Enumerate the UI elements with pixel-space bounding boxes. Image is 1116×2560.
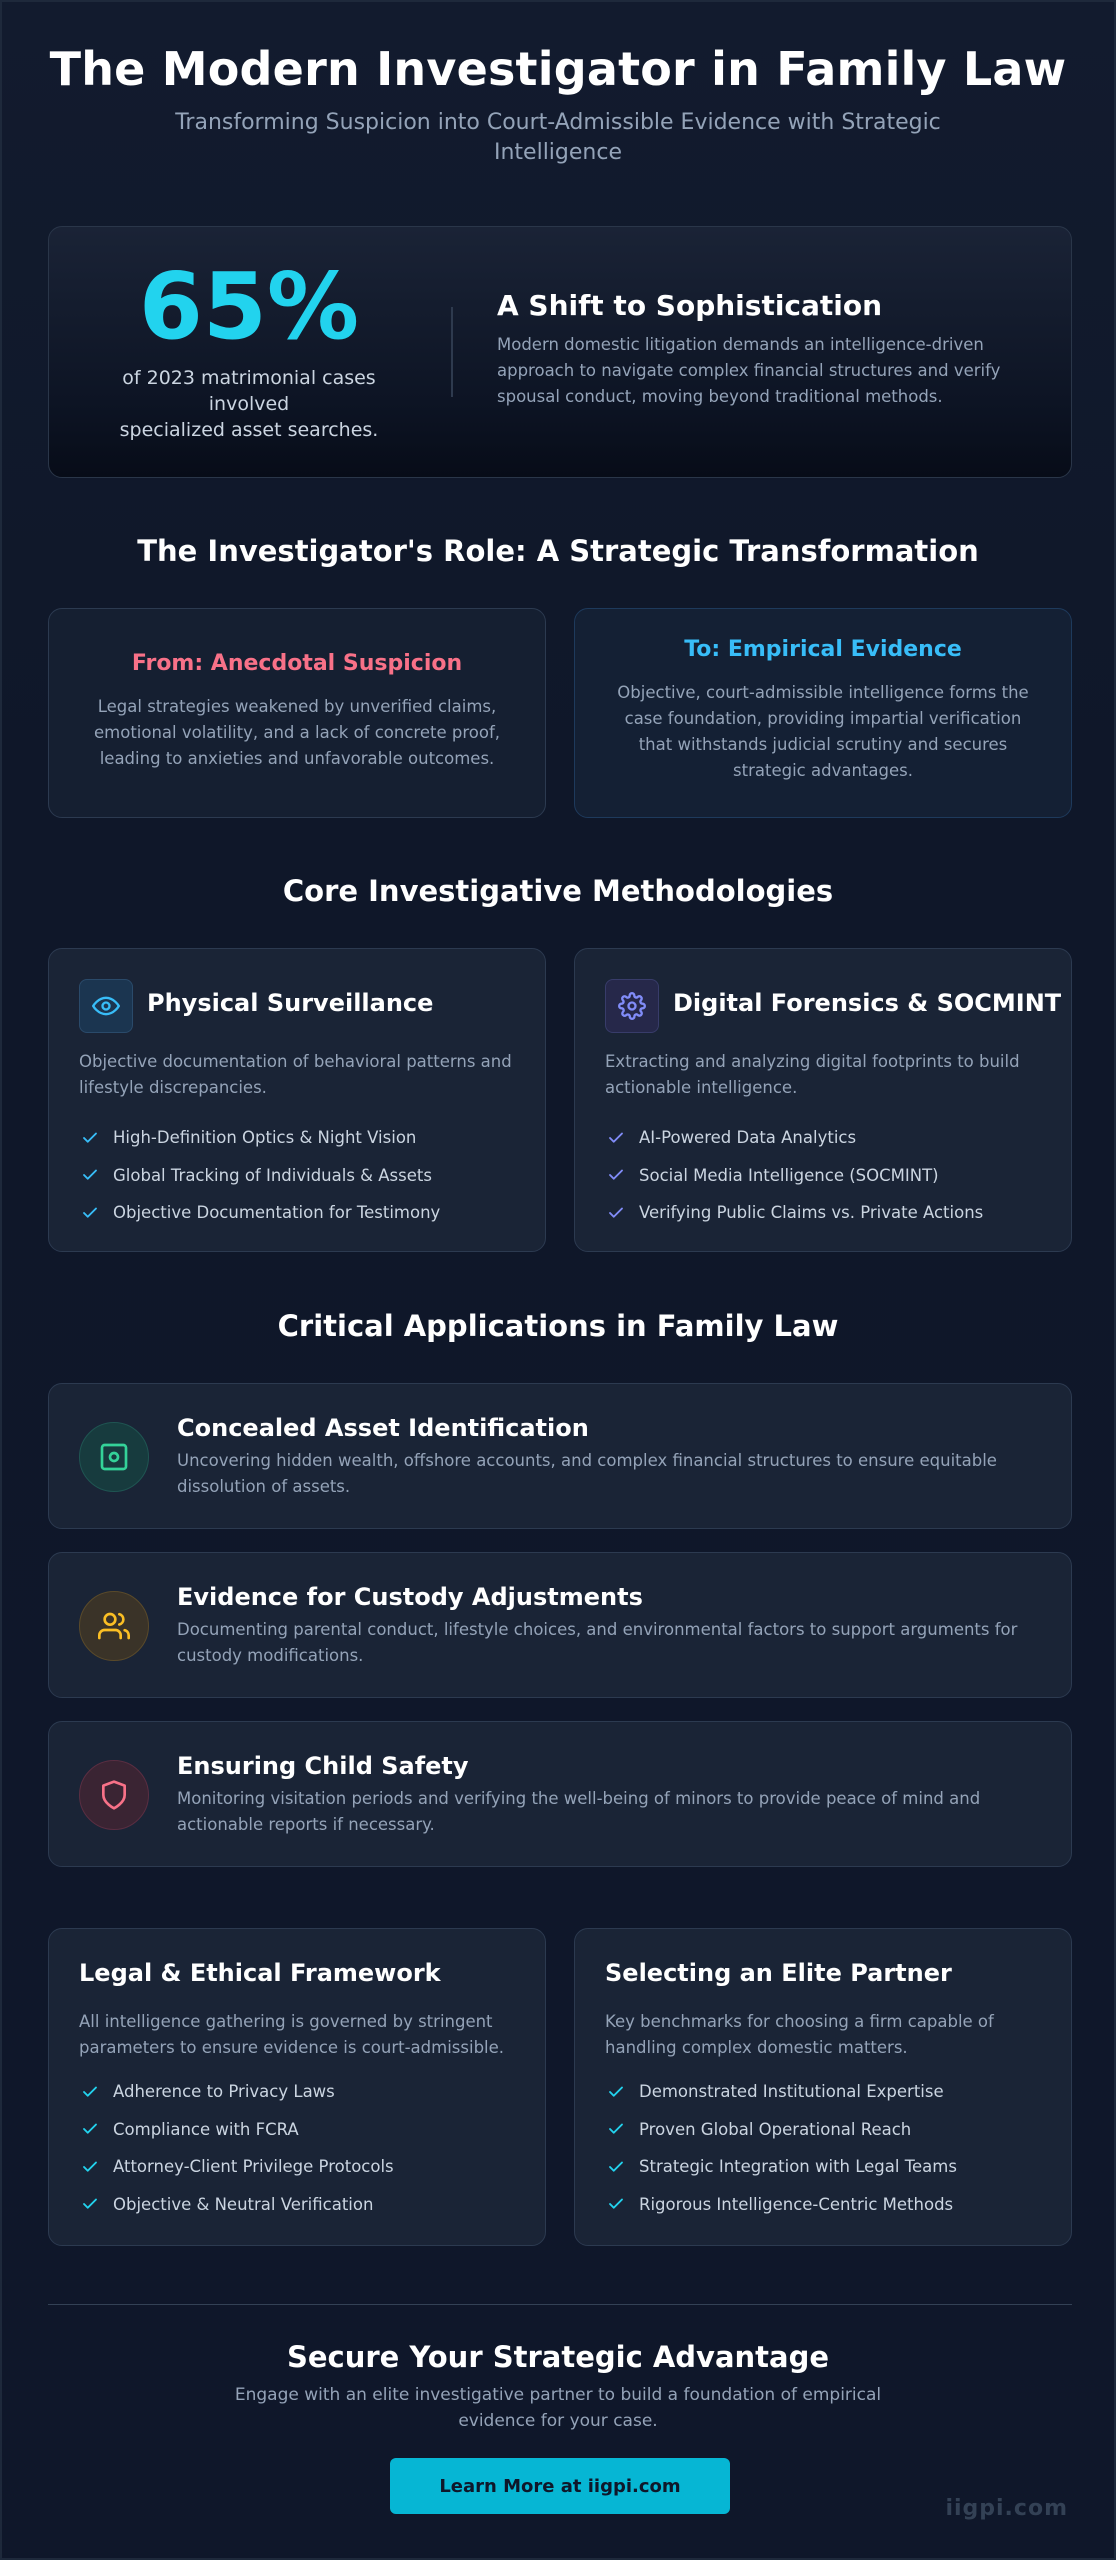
from-text: Legal strategies weakened by unverified claims, emotional volatility, and a lack of concrete proof, leading to anxieties and unfavorable outcomes. (94, 697, 500, 768)
framework-title: Legal & Ethical Framework (79, 1959, 441, 1987)
method-points (605, 1119, 983, 1232)
application-card-custody (48, 1552, 1072, 1698)
cta-title: Secure Your Strategic Advantage (286, 2340, 830, 2374)
learn-more-button[interactable]: Learn More at iigpi.com (390, 2458, 730, 2514)
framework-points (79, 2073, 394, 2223)
method-points (79, 1119, 440, 1232)
stat-caption-line2: specialized asset searches. (119, 419, 379, 441)
method-point: Social Media Intelligence (SOCMINT) (605, 1157, 983, 1195)
partner-points (605, 2073, 957, 2223)
method-title: Physical Surveillance (147, 989, 434, 1017)
page-subtitle: Transforming Suspicion into Court-Admissible Evidence with Strategic Intelligence (175, 110, 941, 165)
stat-caption (89, 365, 409, 443)
page-title: The Modern Investigator in Family Law (49, 42, 1067, 96)
check-icon (605, 2156, 627, 2178)
check-icon (79, 2156, 101, 2178)
check-icon (605, 1164, 627, 1186)
safe-icon (79, 1422, 149, 1492)
check-icon (605, 1202, 627, 1224)
check-icon (79, 1164, 101, 1186)
check-icon (79, 1127, 101, 1149)
framework-point: Attorney-Client Privilege Protocols (79, 2148, 394, 2186)
gear-icon (605, 979, 659, 1033)
check-icon (79, 2118, 101, 2140)
application-desc: Documenting parental conduct, lifestyle choices, and environmental factors to support arguments for custody modifications. (177, 1620, 1018, 1665)
application-title: Ensuring Child Safety (177, 1752, 469, 1780)
method-point: Global Tracking of Individuals & Assets (79, 1157, 440, 1195)
method-point: High-Definition Optics & Night Vision (79, 1119, 440, 1157)
to-title: To: Empirical Evidence (684, 637, 962, 662)
shield-icon (79, 1760, 149, 1830)
stat-card (48, 226, 1072, 478)
to-card (574, 608, 1072, 818)
framework-point: Compliance with FCRA (79, 2111, 394, 2149)
framework-card (48, 1928, 546, 2246)
from-card (48, 608, 546, 818)
stat-description (497, 289, 1027, 410)
method-point: AI-Powered Data Analytics (605, 1119, 983, 1157)
partner-desc: Key benchmarks for choosing a firm capable of handling complex domestic matters. (605, 2012, 994, 2057)
applications-section-title: Critical Applications in Family Law (277, 1309, 839, 1343)
method-desc: Objective documentation of behavioral patterns and lifestyle discrepancies. (79, 1052, 512, 1097)
framework-point: Adherence to Privacy Laws (79, 2073, 394, 2111)
method-title: Digital Forensics & SOCMINT (673, 989, 1062, 1017)
to-text: Objective, court-admissible intelligence forms the case foundation, providing impartial verification that withstands judicial scrutiny and secures strategic advantages. (617, 683, 1029, 780)
framework-desc: All intelligence gathering is governed by stringent parameters to ensure evidence is court-admissible. (79, 2012, 505, 2057)
divider (48, 2304, 1072, 2305)
partner-point: Proven Global Operational Reach (605, 2111, 957, 2149)
eye-icon (79, 979, 133, 1033)
application-card-child-safety (48, 1721, 1072, 1867)
page-header (2, 2, 1114, 168)
watermark: iigpi.com (945, 2496, 1068, 2521)
partner-point: Strategic Integration with Legal Teams (605, 2148, 957, 2186)
cta-text: Engage with an elite investigative partner to build a foundation of empirical evidence for your case. (234, 2385, 882, 2431)
stat-heading: A Shift to Sophistication (497, 289, 883, 322)
users-icon (79, 1591, 149, 1661)
method-point: Verifying Public Claims vs. Private Actions (605, 1194, 983, 1232)
check-icon (79, 2081, 101, 2103)
application-title: Evidence for Custody Adjustments (177, 1583, 643, 1611)
partner-point: Demonstrated Institutional Expertise (605, 2073, 957, 2111)
framework-point: Objective & Neutral Verification (79, 2186, 394, 2224)
partner-title: Selecting an Elite Partner (605, 1959, 952, 1987)
role-section-title: The Investigator's Role: A Strategic Transformation (137, 534, 979, 568)
check-icon (79, 2193, 101, 2215)
from-title: From: Anecdotal Suspicion (131, 651, 463, 676)
stat-value: 65% (138, 253, 360, 360)
method-card-digital-forensics (574, 948, 1072, 1252)
application-card-concealed-assets (48, 1383, 1072, 1529)
check-icon (605, 2193, 627, 2215)
stat-divider (451, 307, 453, 397)
check-icon (79, 1202, 101, 1224)
method-desc: Extracting and analyzing digital footprints to build actionable intelligence. (605, 1052, 1020, 1097)
stat-caption-line1: of 2023 matrimonial cases involved (122, 367, 376, 415)
method-card-physical-surveillance (48, 948, 546, 1252)
partner-point: Rigorous Intelligence-Centric Methods (605, 2186, 957, 2224)
application-desc: Monitoring visitation periods and verifying the well-being of minors to provide peace of mind and actionable reports if necessary. (177, 1789, 981, 1834)
check-icon (605, 2081, 627, 2103)
method-point: Objective Documentation for Testimony (79, 1194, 440, 1232)
stat-block (89, 253, 409, 443)
methods-section-title: Core Investigative Methodologies (282, 874, 834, 908)
stat-text: Modern domestic litigation demands an intelligence-driven approach to navigate complex financial structures and verify spousal conduct, moving beyond traditional methods. (497, 335, 1001, 406)
application-title: Concealed Asset Identification (177, 1414, 589, 1442)
application-desc: Uncovering hidden wealth, offshore accounts, and complex financial structures to ensure equitable dissolution of assets. (177, 1451, 997, 1496)
partner-card (574, 1928, 1072, 2246)
check-icon (605, 1127, 627, 1149)
check-icon (605, 2118, 627, 2140)
